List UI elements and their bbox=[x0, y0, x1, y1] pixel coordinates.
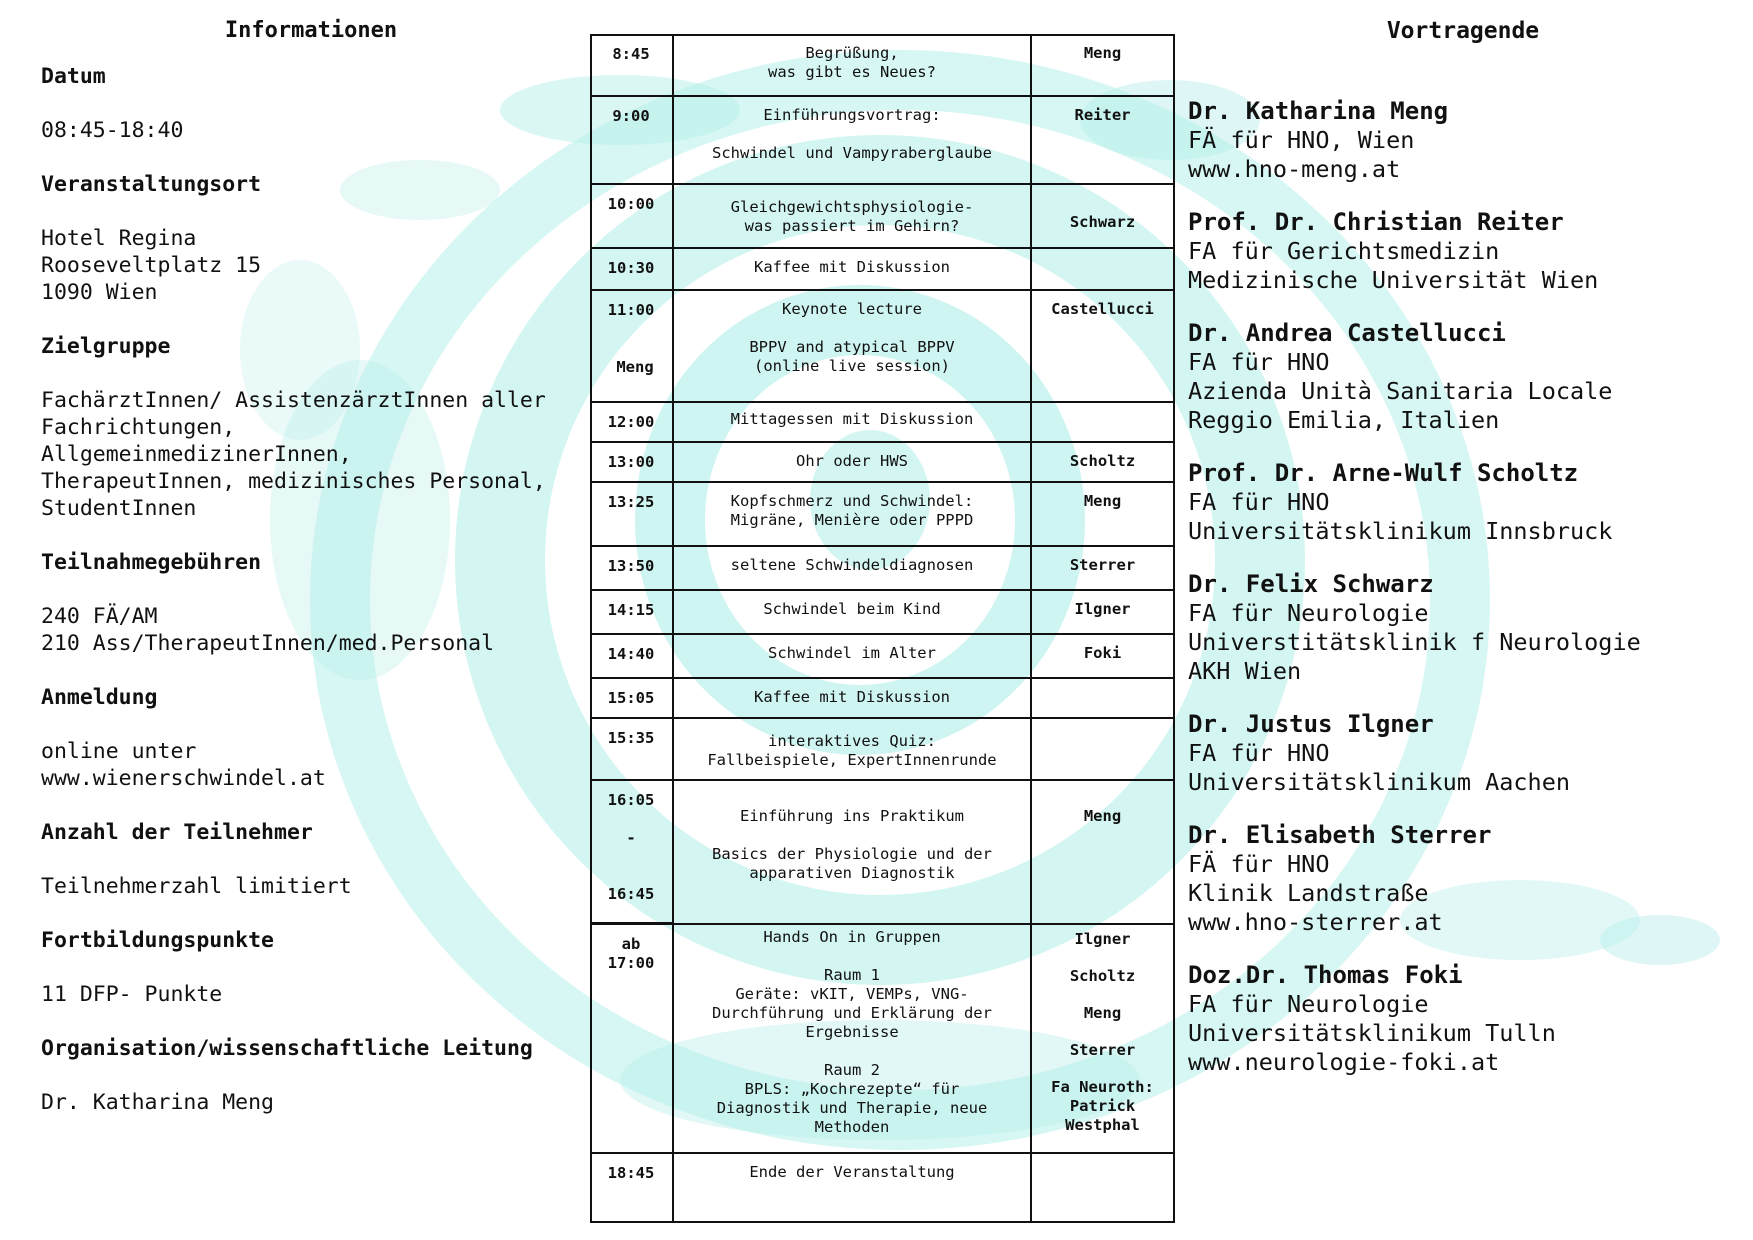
info-value: Teilnehmerzahl limitiert bbox=[41, 874, 352, 899]
info-value: 08:45-18:40 bbox=[41, 118, 184, 143]
schedule-text: Ende der Veranstaltung bbox=[749, 1163, 955, 1181]
schedule-row-divider bbox=[590, 922, 672, 924]
schedule-time: 10:30 bbox=[607, 259, 655, 277]
speaker-detail: Azienda Unità Sanitaria Locale bbox=[1188, 377, 1613, 405]
schedule-speaker bbox=[1032, 1153, 1173, 1223]
schedule-topic bbox=[674, 678, 1030, 718]
schedule-topic bbox=[674, 590, 1030, 634]
schedule-topic bbox=[674, 546, 1030, 590]
schedule-speaker bbox=[1032, 96, 1173, 184]
speaker-detail: Reggio Emilia, Italien bbox=[1188, 406, 1500, 434]
schedule-topic bbox=[674, 34, 1030, 96]
speaker-detail: FA für Gerichtsmedizin bbox=[1188, 237, 1500, 265]
speaker-entry bbox=[1188, 710, 1748, 797]
schedule-text: Foki bbox=[1083, 644, 1122, 662]
speakers-title: Vortragende bbox=[1386, 18, 1540, 44]
schedule-text: Raum 2 bbox=[824, 1061, 880, 1079]
speaker-entry bbox=[1188, 821, 1748, 937]
schedule-text: seltene Schwindeldiagnosen bbox=[730, 556, 974, 574]
schedule-text: Meng bbox=[1083, 492, 1122, 510]
speaker-detail: www.neurologie-foki.at bbox=[1188, 1048, 1500, 1076]
info-heading: Fortbildungspunkte bbox=[41, 928, 274, 953]
speaker-detail: FA für HNO bbox=[1188, 739, 1330, 767]
info-heading: Zielgruppe bbox=[41, 334, 171, 359]
schedule-text: Kaffee mit Diskussion bbox=[754, 258, 950, 276]
schedule-time: 9:00 bbox=[612, 107, 650, 125]
schedule-text: Mittagessen mit Diskussion bbox=[730, 410, 974, 428]
speaker-name: Dr. Felix Schwarz bbox=[1188, 570, 1434, 598]
schedule-text: interaktives Quiz: Fallbeispiele, ExpertInnenrunde bbox=[707, 732, 997, 769]
schedule-speaker bbox=[1032, 678, 1173, 718]
speaker-detail: Universtitätsklinik f Neurologie bbox=[1188, 628, 1641, 656]
schedule-topic bbox=[674, 96, 1030, 184]
schedule-time: 11:00 bbox=[607, 301, 655, 319]
info-heading: Organisation/wissenschaftliche Leitung bbox=[41, 1036, 533, 1061]
schedule-topic bbox=[674, 924, 1030, 1153]
speaker-name: Dr. Katharina Meng bbox=[1188, 97, 1449, 125]
speaker-detail: www.hno-sterrer.at bbox=[1188, 908, 1443, 936]
speaker-name: Prof. Dr. Christian Reiter bbox=[1188, 208, 1564, 236]
speaker-detail: Universitätsklinikum Innsbruck bbox=[1188, 517, 1613, 545]
schedule-topic bbox=[674, 482, 1030, 546]
schedule-text: Basics der Physiologie und der apparativen Diagnostik bbox=[712, 845, 992, 882]
schedule-topic bbox=[674, 634, 1030, 678]
info-sections bbox=[41, 63, 601, 1116]
schedule-speaker bbox=[1032, 402, 1173, 442]
schedule-speakers bbox=[1032, 924, 1173, 1153]
schedule-topic bbox=[674, 718, 1030, 780]
speaker-detail: Universitätsklinikum Tulln bbox=[1188, 1019, 1556, 1047]
spacer bbox=[674, 1042, 1030, 1061]
schedule-text: Ilgner bbox=[1074, 930, 1131, 948]
info-value: FachärztInnen/ AssistenzärztInnen aller Fachrichtungen, AllgemeinmedizinerInnen, TherapeutInnen, medizinisches Personal, StudentInnen bbox=[41, 388, 546, 521]
schedule-text: Geräte: vKIT, VEMPs, VNG- Durchführung und Erklärung der Ergebnisse bbox=[712, 985, 992, 1041]
schedule-text: Schwindel und Vampyraberglaube bbox=[712, 144, 992, 162]
schedule-topic bbox=[674, 248, 1030, 290]
speakers-column bbox=[1188, 18, 1748, 1101]
schedule-time: ab 17:00 bbox=[607, 935, 655, 972]
schedule-text: Meng bbox=[1083, 1004, 1122, 1022]
info-heading: Teilnahmegebühren bbox=[41, 550, 262, 575]
speaker-detail: Klinik Landstraße bbox=[1188, 879, 1429, 907]
info-heading: Datum bbox=[41, 64, 106, 89]
schedule-text: Kaffee mit Diskussion bbox=[754, 688, 950, 706]
info-value: online unter www.wienerschwindel.at bbox=[41, 739, 326, 791]
schedule-time: 10:00 bbox=[607, 195, 655, 213]
schedule-text: Schwindel im Alter bbox=[768, 644, 936, 662]
info-heading: Anzahl der Teilnehmer bbox=[41, 820, 313, 845]
schedule-time-end: 16:45 bbox=[607, 885, 655, 903]
info-value: Dr. Katharina Meng bbox=[41, 1090, 274, 1115]
info-heading: Anmeldung bbox=[41, 685, 158, 710]
speaker-detail: www.hno-meng.at bbox=[1188, 155, 1401, 183]
speaker-entry bbox=[1188, 570, 1748, 686]
speaker-name: Doz.Dr. Thomas Foki bbox=[1188, 961, 1463, 989]
schedule-text: Keynote lecture bbox=[782, 300, 922, 318]
speaker-entry bbox=[1188, 208, 1748, 295]
schedule-speaker bbox=[1032, 718, 1173, 780]
schedule-time-dash: - bbox=[626, 829, 636, 847]
schedule-time: 13:50 bbox=[607, 557, 655, 575]
schedule-speaker bbox=[1032, 546, 1173, 590]
speaker-entry bbox=[1188, 97, 1748, 184]
speaker-entry bbox=[1188, 319, 1748, 435]
schedule-speaker bbox=[1032, 290, 1173, 402]
schedule-topic bbox=[674, 442, 1030, 482]
schedule-speaker bbox=[1032, 590, 1173, 634]
schedule-text: BPPV and atypical BPPV (online live session) bbox=[749, 338, 955, 375]
schedule-text: Schwindel beim Kind bbox=[763, 600, 941, 618]
schedule-time: 13:00 bbox=[607, 453, 655, 471]
schedule-time: 14:15 bbox=[607, 601, 655, 619]
info-value: Hotel Regina Rooseveltplatz 15 1090 Wien bbox=[41, 226, 262, 305]
speaker-detail: FÄ für HNO, Wien bbox=[1188, 126, 1415, 154]
schedule-text: Einführung ins Praktikum bbox=[740, 807, 964, 825]
schedule-text: Meng bbox=[1083, 44, 1122, 62]
schedule-text: Begrüßung, was gibt es Neues? bbox=[768, 44, 936, 81]
schedule-text: Meng bbox=[1083, 807, 1122, 825]
schedule-text: Sterrer bbox=[1069, 556, 1136, 574]
speaker-name: Prof. Dr. Arne-Wulf Scholtz bbox=[1188, 459, 1579, 487]
info-title: Informationen bbox=[224, 18, 398, 43]
schedule-text: Ohr oder HWS bbox=[796, 452, 908, 470]
schedule-text: Raum 1 bbox=[824, 966, 880, 984]
schedule-speaker bbox=[1032, 634, 1173, 678]
schedule-time-note: Meng bbox=[616, 358, 654, 376]
info-heading: Veranstaltungsort bbox=[41, 172, 262, 197]
speaker-name: Dr. Andrea Castellucci bbox=[1188, 319, 1506, 347]
schedule-time: 8:45 bbox=[612, 45, 650, 63]
schedule-topic bbox=[674, 780, 1030, 924]
schedule-time: 13:25 bbox=[607, 493, 655, 511]
speaker-detail: FA für Neurologie bbox=[1188, 990, 1429, 1018]
schedule-text: BPLS: „Kochrezepte“ für Diagnostik und Therapie, neue Methoden bbox=[716, 1080, 988, 1136]
schedule-text: Kopfschmerz und Schwindel: Migräne, Menière oder PPPD bbox=[730, 492, 974, 529]
schedule-text: Einführungsvortrag: bbox=[763, 106, 941, 124]
info-value: 11 DFP- Punkte bbox=[41, 982, 223, 1007]
spacer bbox=[674, 125, 1030, 144]
speaker-detail: FA für HNO bbox=[1188, 348, 1330, 376]
schedule-speaker bbox=[1032, 482, 1173, 546]
speaker-detail: FA für Neurologie bbox=[1188, 599, 1429, 627]
spacer bbox=[674, 947, 1030, 966]
schedule-topic bbox=[674, 290, 1030, 402]
schedule-speaker bbox=[1032, 442, 1173, 482]
spacer bbox=[674, 826, 1030, 845]
info-column bbox=[41, 18, 601, 1143]
speaker-list bbox=[1188, 97, 1748, 1077]
speaker-name: Dr. Elisabeth Sterrer bbox=[1188, 821, 1492, 849]
schedule-time: 15:35 bbox=[607, 729, 655, 747]
schedule-text: Fa Neuroth: Patrick Westphal bbox=[1051, 1078, 1154, 1134]
schedule-speaker bbox=[1032, 780, 1173, 924]
speaker-detail: FA für HNO bbox=[1188, 488, 1330, 516]
schedule-text: Scholtz bbox=[1069, 452, 1136, 470]
schedule-text: Reiter bbox=[1074, 106, 1131, 124]
schedule-topic bbox=[674, 402, 1030, 442]
speaker-name: Dr. Justus Ilgner bbox=[1188, 710, 1434, 738]
speaker-entry bbox=[1188, 459, 1748, 546]
speaker-detail: Medizinische Universität Wien bbox=[1188, 266, 1599, 294]
schedule-time: 15:05 bbox=[607, 689, 655, 707]
speaker-detail: AKH Wien bbox=[1188, 657, 1302, 685]
schedule-time: 12:00 bbox=[607, 413, 655, 431]
schedule-time: 14:40 bbox=[607, 645, 655, 663]
schedule-text: Schwarz bbox=[1069, 213, 1136, 231]
speaker-detail: FÄ für HNO bbox=[1188, 850, 1330, 878]
schedule-text: Gleichgewichtsphysiologie- was passiert im Gehirn? bbox=[730, 198, 974, 235]
spacer bbox=[674, 319, 1030, 338]
schedule-table bbox=[590, 34, 1175, 1223]
schedule-text: Castellucci bbox=[1051, 300, 1154, 318]
schedule-topic bbox=[674, 184, 1030, 248]
schedule-text: Ilgner bbox=[1074, 600, 1131, 618]
schedule-topic bbox=[674, 1153, 1030, 1223]
schedule-speaker bbox=[1032, 184, 1173, 248]
schedule-time: 18:45 bbox=[607, 1164, 655, 1182]
schedule-speaker bbox=[1032, 248, 1173, 290]
schedule-text: Sterrer bbox=[1069, 1041, 1136, 1059]
speaker-entry bbox=[1188, 961, 1748, 1077]
info-value: 240 FÄ/AM 210 Ass/TherapeutInnen/med.Personal bbox=[41, 604, 495, 656]
schedule-time: 16:05 bbox=[607, 791, 655, 809]
schedule-speaker bbox=[1032, 34, 1173, 96]
schedule-text: Scholtz bbox=[1069, 967, 1136, 985]
schedule-text: Hands On in Gruppen bbox=[763, 928, 941, 946]
speaker-detail: Universitätsklinikum Aachen bbox=[1188, 768, 1571, 796]
